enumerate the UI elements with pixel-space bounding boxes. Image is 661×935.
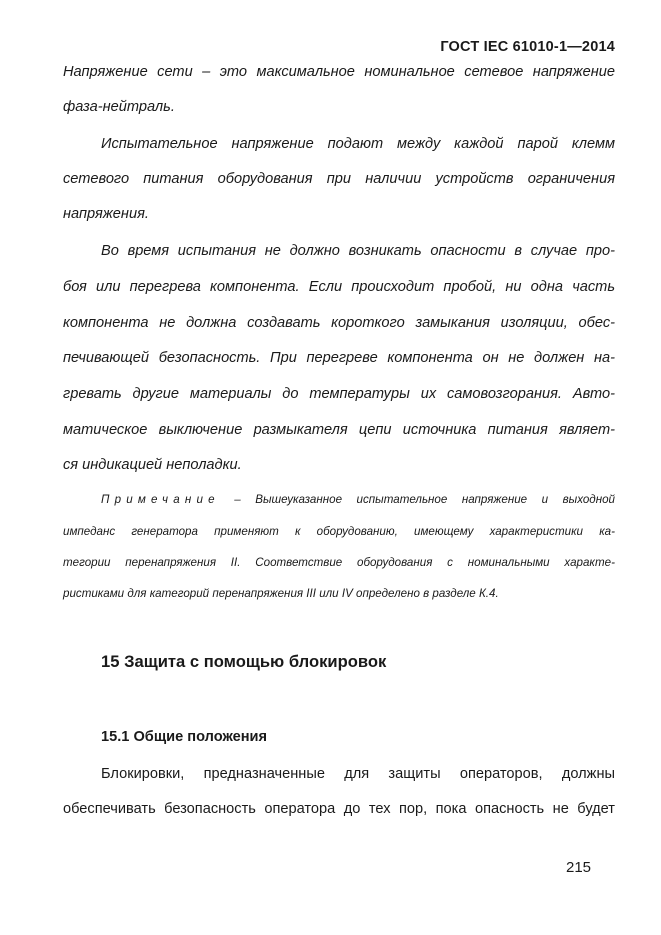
- text-line: печивающей безопасность. При перегреве компонента он не должен на-: [63, 350, 615, 366]
- note-line: [101, 493, 615, 506]
- subsection-heading: 15.1 Общие положения: [101, 729, 268, 745]
- note-line: импеданс генератора применяют к оборудованию, имеющему характеристики ка-: [63, 525, 615, 538]
- text-line: гревать другие материалы до температуры их самовозгорания. Авто-: [63, 386, 615, 402]
- note-line: тегории перенапряжения II. Соответствие оборудования с номинальными характе-: [63, 556, 615, 569]
- section-heading: 15 Защита с помощью блокировок: [101, 652, 387, 671]
- text-line: Во время испытания не должно возникать опасности в случае про-: [101, 243, 615, 259]
- text-line: обеспечивать безопасность оператора до тех пор, пока опасность не будет: [63, 801, 615, 817]
- page-number: 215: [566, 859, 592, 876]
- note-label: Примечание: [101, 493, 220, 506]
- text-line: сетевого питания оборудования при наличии устройств ограничения: [63, 171, 615, 187]
- text-line: фаза-нейтраль.: [63, 99, 175, 115]
- text-line: напряжения.: [63, 206, 149, 222]
- text-line: компонента не должна создавать короткого замыкания изоляции, обес-: [63, 315, 615, 331]
- text-line: Испытательное напряжение подают между каждой парой клемм: [101, 136, 615, 152]
- standard-header: ГОСТ IEC 61010-1—2014: [440, 39, 615, 55]
- note-text: – Вышеуказанное испытательное напряжение и выходной: [234, 493, 615, 506]
- text-line: матическое выключение размыкателя цепи источника питания являет-: [63, 422, 615, 438]
- text-line: Блокировки, предназначенные для защиты операторов, должны: [101, 766, 615, 782]
- text-line: Напряжение сети – это максимальное номинальное сетевое напряжение: [63, 64, 615, 80]
- text-line: боя или перегрева компонента. Если происходит пробой, ни одна часть: [63, 279, 615, 295]
- text-line: ся индикацией неполадки.: [63, 457, 242, 473]
- note-line: ристиками для категорий перенапряжения III или IV определено в разделе К.4.: [63, 587, 499, 600]
